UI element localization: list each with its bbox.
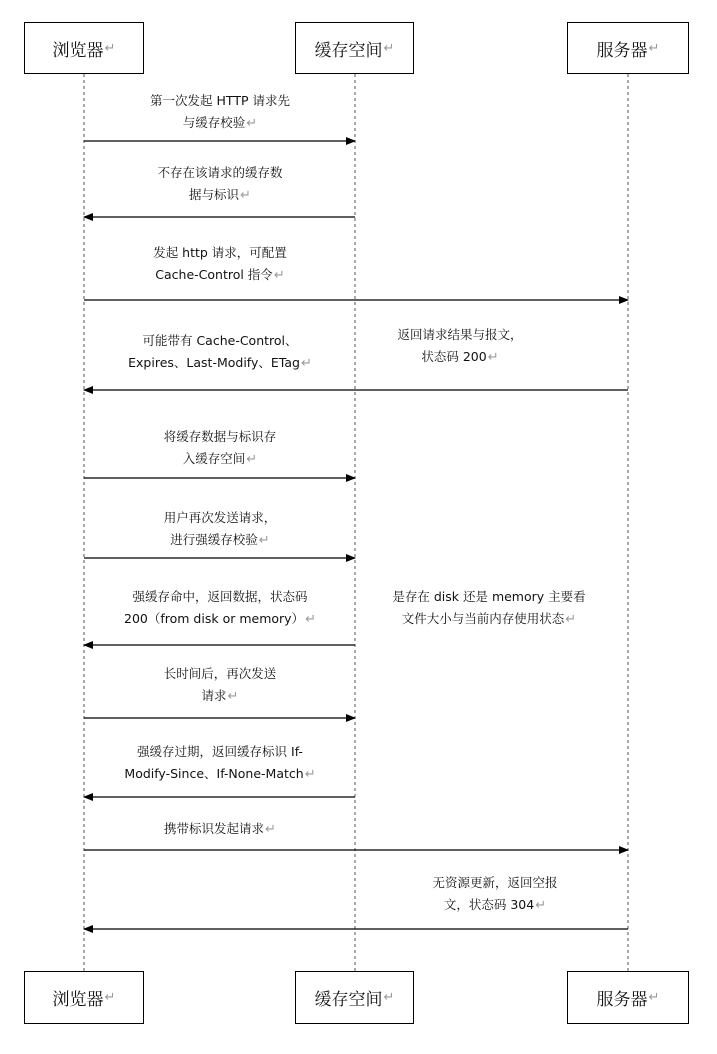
- return-mark: ↵: [305, 612, 316, 627]
- return-mark: ↵: [227, 689, 239, 704]
- label-line: 可能带有 Cache-Control、: [142, 333, 298, 348]
- message-label-3: [120, 242, 320, 287]
- message-label-7: [112, 586, 328, 631]
- return-mark: ↵: [383, 40, 395, 56]
- return-mark: ↵: [487, 350, 499, 365]
- participant-label: 浏览器: [52, 990, 104, 1010]
- return-mark: ↵: [648, 40, 660, 56]
- note-disk-or-memory: [374, 586, 604, 631]
- participant-label: 缓存空间: [314, 40, 383, 61]
- label-line: 进行强缓存校验: [170, 532, 258, 547]
- return-mark: ↵: [273, 268, 285, 283]
- return-mark: ↵: [648, 990, 660, 1005]
- return-mark: ↵: [104, 40, 116, 56]
- message-label-4: [110, 330, 330, 375]
- label-line: 无资源更新，返回空报: [432, 875, 558, 890]
- return-mark: ↵: [383, 990, 395, 1005]
- label-line: Modify-Since、If-None-Match: [124, 766, 304, 781]
- message-label-5: [130, 426, 310, 471]
- label-line: 不存在该请求的缓存数: [157, 165, 283, 180]
- label-line: 强缓存过期，返回缓存标识 If-: [137, 744, 303, 759]
- return-mark: ↵: [535, 898, 547, 913]
- message-label-8: [130, 663, 310, 708]
- message-label-6: [130, 507, 310, 552]
- label-line: 文，状态码 304: [443, 897, 535, 912]
- return-mark: ↵: [300, 356, 312, 371]
- return-mark: ↵: [258, 533, 270, 548]
- label-line: Expires、Last-Modify、ETag: [128, 355, 300, 370]
- participant-label: 浏览器: [52, 40, 104, 61]
- note-server-response: [370, 324, 550, 369]
- label-line: 发起 http 请求，可配置: [153, 245, 287, 260]
- note-line: 状态码 200: [421, 349, 487, 364]
- label-line: 入缓存空间: [182, 451, 246, 466]
- label-line: 据与标识: [189, 187, 240, 202]
- return-mark: ↵: [265, 822, 276, 837]
- return-mark: ↵: [565, 612, 577, 627]
- message-label-9: [112, 741, 328, 786]
- return-mark: ↵: [304, 767, 316, 782]
- message-label-11: [400, 872, 590, 917]
- return-mark: ↵: [246, 452, 258, 467]
- label-line: 与缓存校验: [182, 115, 246, 130]
- note-line: 文件大小与当前内存使用状态: [401, 611, 565, 626]
- note-line: 返回请求结果与报文，: [397, 327, 523, 342]
- label-line: 长时间后，再次发送: [163, 666, 277, 681]
- participant-label: 服务器: [596, 990, 648, 1010]
- label-line: Cache-Control 指令: [155, 267, 273, 282]
- label-line: 强缓存命中，返回数据，状态码: [132, 589, 308, 604]
- label-line: 携带标识发起请求: [164, 821, 265, 836]
- return-mark: ↵: [246, 116, 258, 131]
- return-mark: ↵: [240, 188, 251, 203]
- return-mark: ↵: [104, 990, 116, 1005]
- label-line: 用户再次发送请求，: [163, 510, 277, 525]
- message-label-2: [130, 162, 310, 207]
- label-line: 200（from disk or memory）: [124, 611, 305, 626]
- label-line: 请求: [201, 688, 227, 703]
- note-line: 是存在 disk 还是 memory 主要看: [392, 589, 586, 604]
- participant-label: 缓存空间: [314, 990, 383, 1010]
- label-line: 将缓存数据与标识存: [163, 429, 277, 444]
- message-label-1: [130, 90, 310, 135]
- label-line: 第一次发起 HTTP 请求先: [150, 93, 290, 108]
- message-label-10: [130, 818, 310, 841]
- participant-label: 服务器: [596, 40, 648, 61]
